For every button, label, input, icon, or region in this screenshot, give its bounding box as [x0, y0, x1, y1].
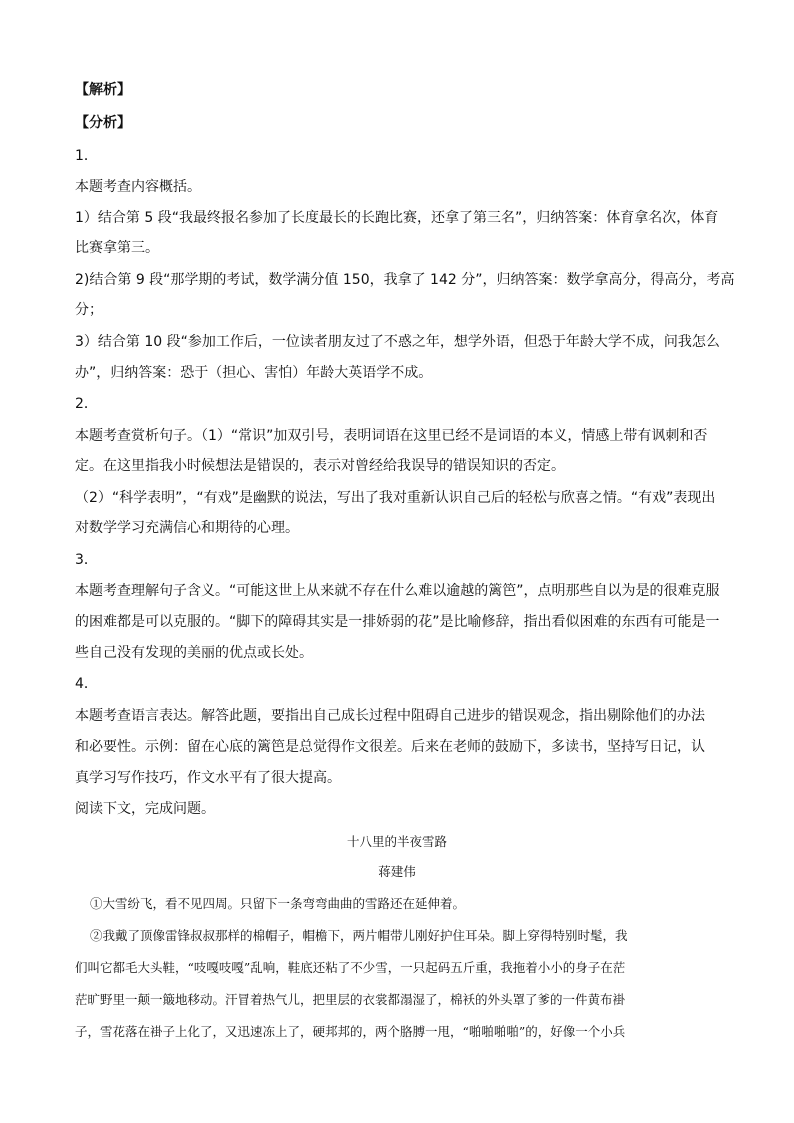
q3-line-3: 些自己没有发现的美丽的优点或长处。 [75, 645, 313, 661]
q2-line-4: 对数学学习充满信心和期待的心理。 [75, 520, 299, 536]
story-paragraph-2-line-1: ②我戴了顶像雷锋叔叔那样的棉帽子，帽檐下，两片帽带儿刚好护住耳朵。脚上穿得特别时髦，我 [90, 928, 628, 943]
story-paragraph-1: ①大雪纷飞，看不见四周。只留下一条弯弯曲曲的雪路还在延伸着。 [90, 896, 466, 911]
story-title: 十八里的半夜雪路 [346, 834, 447, 849]
q2-line-1: 本题考查赏析句子。（1）“常识”加双引号，表明词语在这里已经不是词语的本义，情感上带有讽刺和否 [75, 428, 708, 444]
q1-line-2: 比赛拿第三。 [75, 240, 159, 256]
q1-line-4: 分； [75, 302, 103, 318]
q4-line-3: 真学习写作技巧，作文水平有了很大提高。 [75, 770, 341, 786]
q3-number: 3． [75, 552, 98, 568]
q2-line-3: （2）“科学表明”，“有戏”是幽默的说法，写出了我对重新认识自己后的轻松与欣喜之情。“有戏”表现出 [75, 490, 716, 506]
reading-instruction: 阅读下文，完成问题。 [75, 801, 215, 817]
story-paragraph-2-line-4: 子，雪花落在褂子上化了，又迅速冻上了，硬邦邦的，两个胳膊一甩，“啪啪啪啪”的，好像一个小兵 [75, 1024, 626, 1039]
q1-line-6: 办”，归纳答案：恐于（担心、害怕）年龄大英语学不成。 [75, 365, 433, 381]
label-jiexi: 【解析】 [75, 82, 131, 98]
q1-line-5: 3）结合第 10 段“参加工作后，一位读者朋友过了不惑之年，想学外语，但恐于年龄大学不成，问我怎么 [75, 334, 720, 350]
q4-line-1: 本题考查语言表达。解答此题，要指出自己成长过程中阻碍自己进步的错误观念，指出剔除他们的办法 [75, 708, 705, 724]
story-paragraph-2-line-3: 茫旷野里一颠一簸地移动。汗冒着热气儿，把里层的衣裳都溻湿了，棉袄的外头罩了爹的一件黄布褂 [75, 992, 626, 1007]
q4-line-2: 和必要性。示例：留在心底的篱笆是总觉得作文很差。后来在老师的鼓励下，多读书，坚持写日记，认 [75, 739, 705, 755]
q3-line-1: 本题考查理解句子含义。“可能这世上从来就不存在什么难以逾越的篱笆”，点明那些自以为是的很难克服 [75, 583, 720, 599]
q4-number: 4． [75, 676, 98, 692]
q2-line-2: 定。在这里指我小时候想法是错误的，表示对曾经给我误导的错误知识的否定。 [75, 458, 565, 474]
q1-line-1: 1）结合第 5 段“我最终报名参加了长度最长的长跑比赛，还拿了第三名”，归纳答案：体育拿名次，体育 [75, 210, 719, 226]
q3-line-2: 的困难都是可以克服的。“脚下的障碍其实是一排娇弱的花”是比喻修辞，指出看似困难的东西有可能是一 [75, 614, 720, 630]
q1-number: 1． [75, 148, 98, 164]
q2-number: 2． [75, 396, 98, 412]
q1-line-3: 2)结合第 9 段“那学期的考试，数学满分值 150，我拿了 142 分”，归纳答案：数学拿高分，得高分，考高 [75, 272, 735, 288]
story-paragraph-2-line-2: 们叫它都毛大头鞋，“吱嘎吱嘎”乱响，鞋底还粘了不少雪，一只起码五斤重，我拖着小小的身子在茫 [75, 960, 626, 975]
label-fenxi: 【分析】 [75, 115, 131, 131]
story-author: 蒋建伟 [378, 864, 416, 879]
q1-intro: 本题考查内容概括。 [75, 179, 201, 195]
